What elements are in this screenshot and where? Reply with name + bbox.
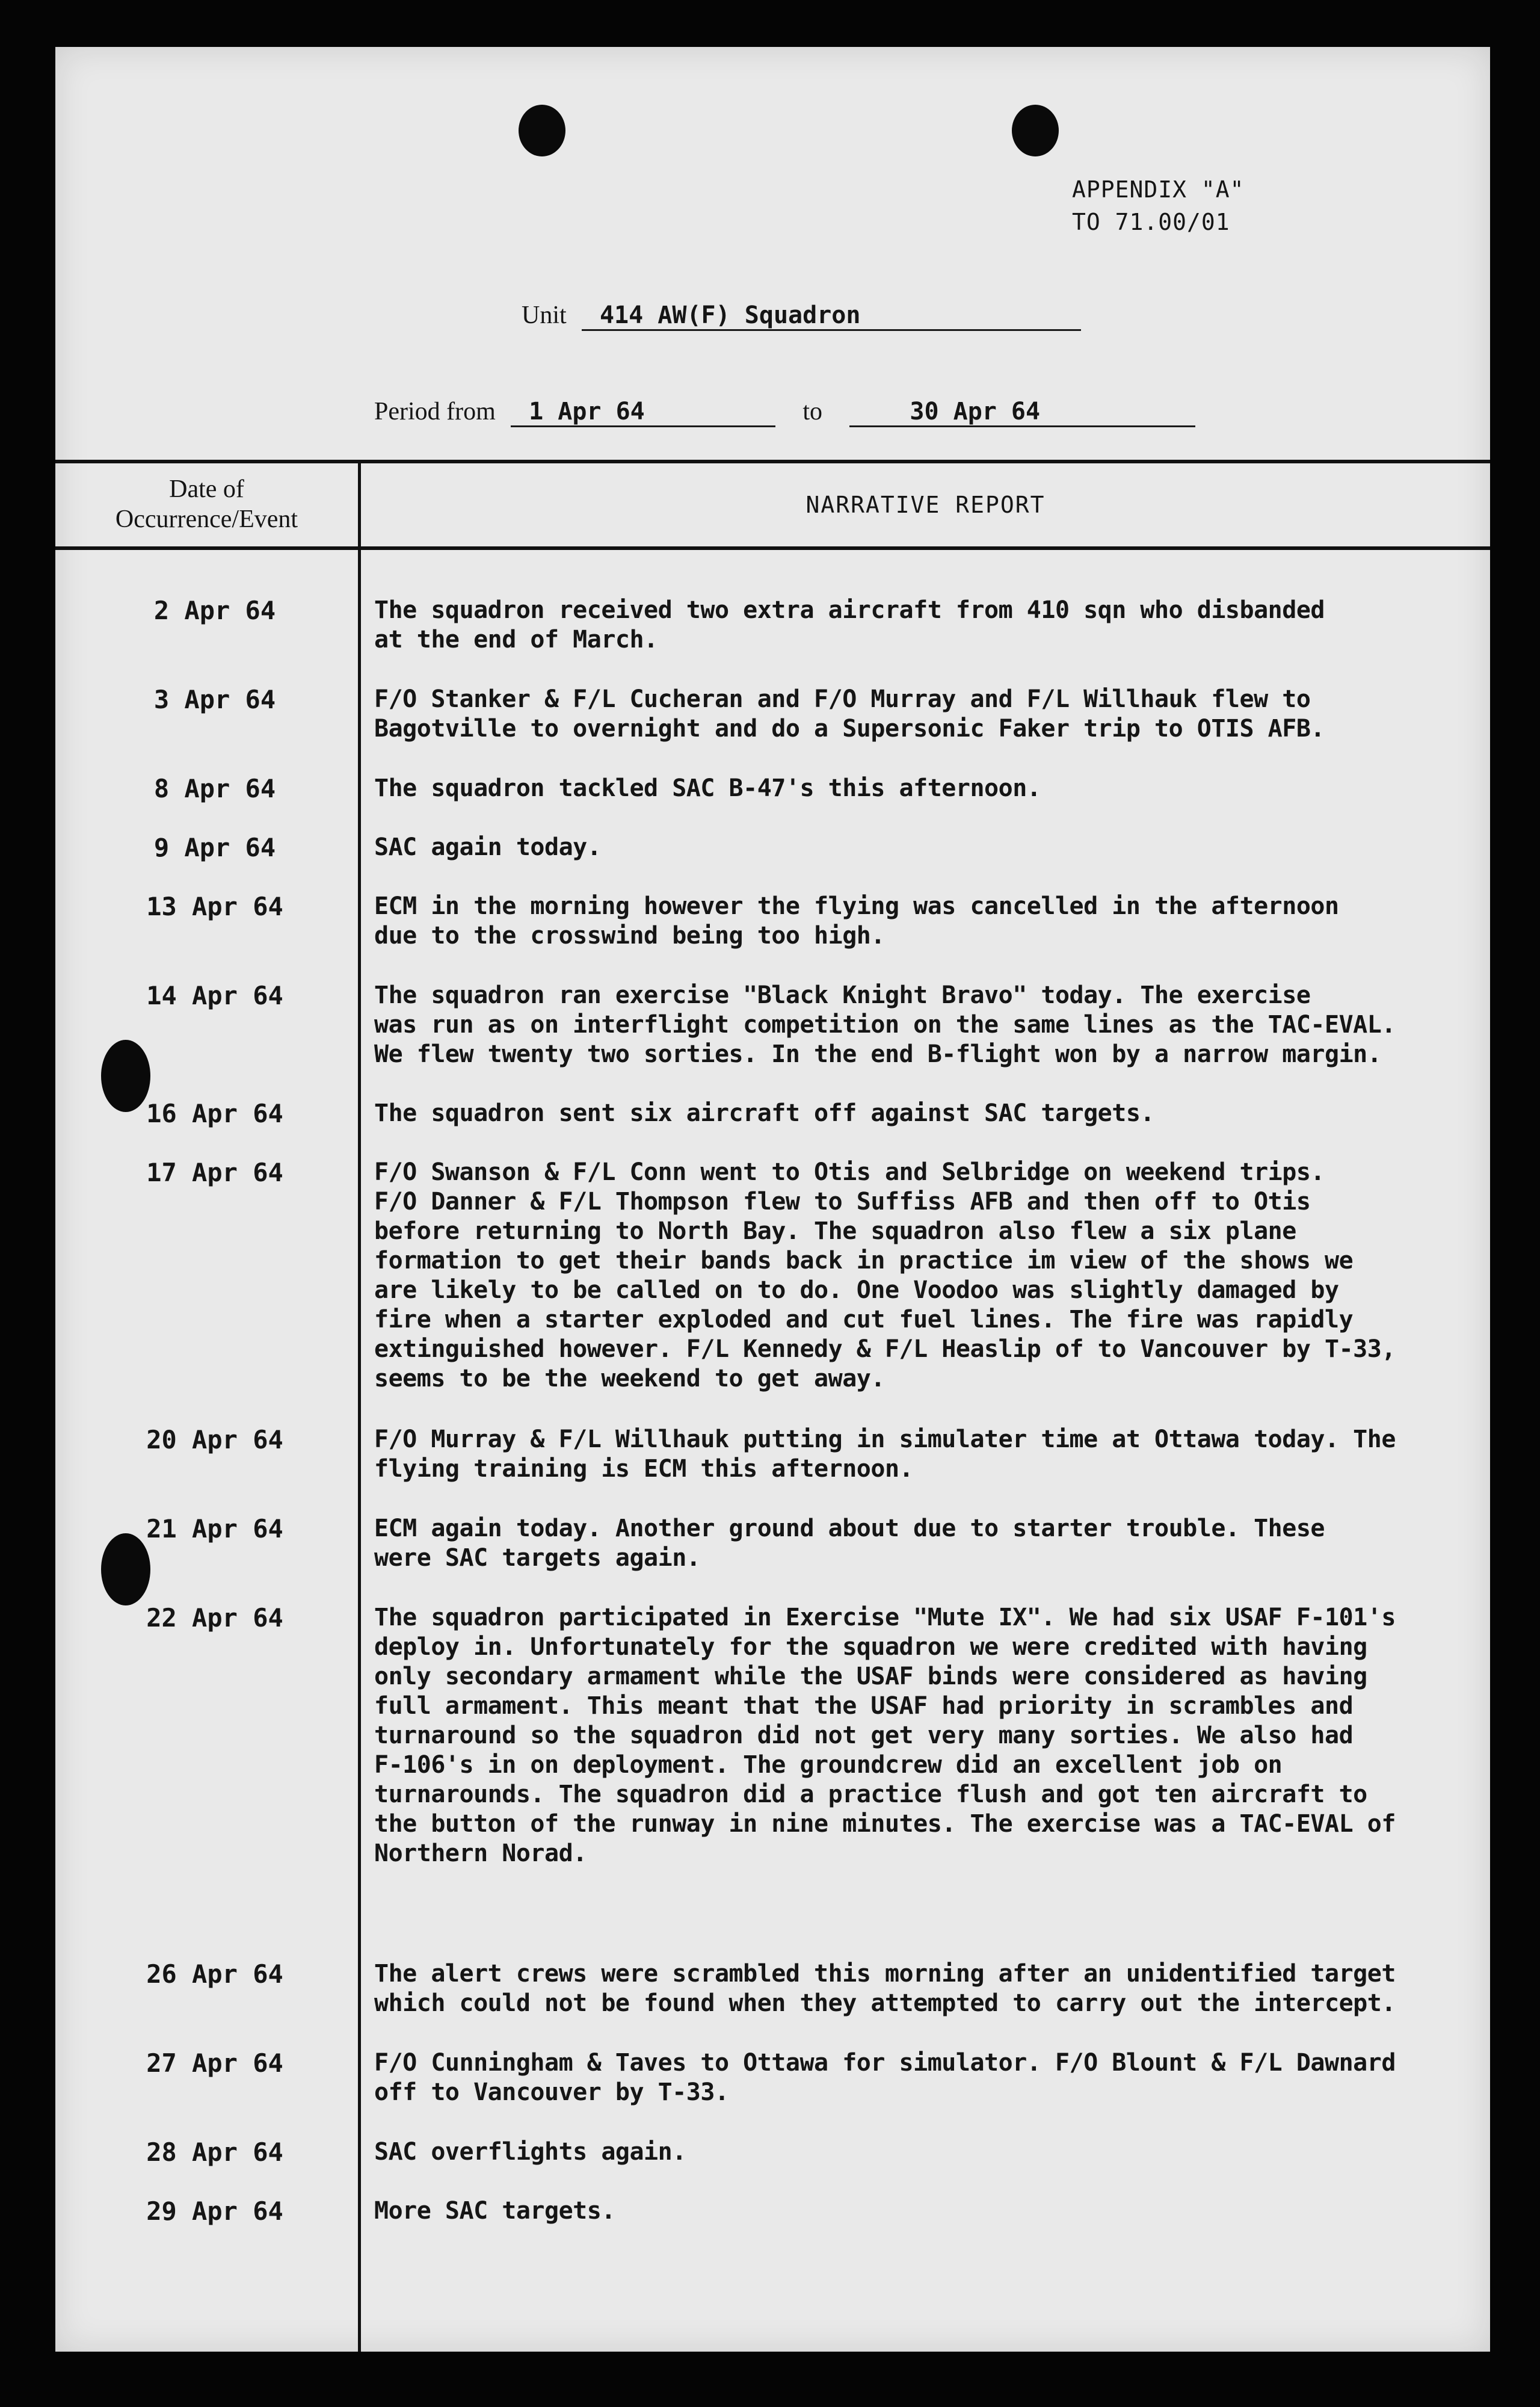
entry-date: 22 Apr 64 (146, 1603, 283, 1633)
entry-line: only secondary armament while the USAF binds were considered as having (374, 1663, 1367, 1690)
entry-line: F-106's in on deployment. The groundcrew did an excellent job on (374, 1751, 1283, 1779)
entry-text (374, 892, 1475, 951)
entry-text (374, 1514, 1475, 1573)
entry-line: the button of the runway in nine minutes. The exercise was a TAC-EVAL of (374, 1810, 1396, 1838)
appendix-reference (1072, 173, 1245, 238)
entry-date: 14 Apr 64 (146, 981, 283, 1010)
entry-text (374, 2137, 1475, 2167)
punch-hole-left (519, 105, 565, 156)
entry-line: was run as on interflight competition on the same lines as the TAC-EVAL. (374, 1011, 1396, 1039)
entry-line: turnarounds. The squadron did a practice flush and got ten aircraft to (374, 1781, 1367, 1808)
entry-line: The squadron sent six aircraft off against SAC targets. (374, 1099, 1155, 1127)
entry-line: Bagotville to overnight and do a Supersonic Faker trip to OTIS AFB. (374, 715, 1325, 743)
entry-line: deploy in. Unfortunately for the squadron we were credited with having (374, 1633, 1367, 1661)
entry-line: SAC again today. (374, 833, 602, 861)
entry-line: F/O Danner & F/L Thompson flew to Suffiss AFB and then off to Otis (374, 1188, 1311, 1216)
entry-line: ECM again today. Another ground about due to starter trouble. These (374, 1515, 1325, 1542)
entry-line: More SAC targets. (374, 2197, 615, 2225)
entry-date: 3 Apr 64 (153, 685, 276, 714)
entry-line: extinguished however. F/L Kennedy & F/L Heaslip of to Vancouver by T-33, (374, 1335, 1396, 1363)
column-divider (358, 462, 361, 2352)
entry-date: 17 Apr 64 (146, 1158, 283, 1187)
table-top-rule (55, 460, 1490, 463)
entry-date: 16 Apr 64 (146, 1099, 283, 1128)
table-header-rule (55, 546, 1490, 550)
entry-line: off to Vancouver by T-33. (374, 2078, 729, 2106)
date-header-line-1: Date of (169, 475, 244, 503)
date-header-line-2: Occurrence/Event (115, 505, 298, 533)
entry-line: The squadron participated in Exercise "Mute IX". We had six USAF F-101's (374, 1604, 1396, 1631)
period-to-label: to (802, 398, 823, 425)
appendix-line-1: APPENDIX "A" (1072, 176, 1245, 203)
entry-line: seems to be the weekend to get away. (374, 1365, 885, 1392)
entry-text (374, 1099, 1475, 1128)
entry-line: F/O Stanker & F/L Cucheran and F/O Murray and F/L Willhauk flew to (374, 685, 1311, 713)
entry-text (374, 685, 1475, 744)
unit-value: 414 AW(F) Squadron (582, 301, 1081, 331)
entry-line: The squadron received two extra aircraft from 410 sqn who disbanded (374, 596, 1325, 624)
unit-line (522, 300, 1081, 331)
entry-line: flying training is ECM this afternoon. (374, 1455, 914, 1483)
entry-date: 9 Apr 64 (153, 833, 276, 862)
entry-date: 26 Apr 64 (146, 1959, 283, 1989)
entry-line: formation to get their bands back in practice im view of the shows we (374, 1247, 1354, 1275)
entry-text (374, 2048, 1475, 2107)
period-line (374, 396, 1195, 427)
entry-line: before returning to North Bay. The squadron also flew a six plane (374, 1217, 1296, 1245)
document-page (55, 47, 1490, 2352)
entry-text (374, 774, 1475, 803)
entry-line: full armament. This meant that the USAF had priority in scrambles and (374, 1692, 1354, 1720)
entry-line: which could not be found when they attempted to carry out the intercept. (374, 1989, 1396, 2017)
entry-line: The alert crews were scrambled this morning after an unidentified target (374, 1960, 1396, 1988)
entry-date: 8 Apr 64 (153, 774, 276, 803)
entry-text (374, 1425, 1475, 1484)
entry-line: F/O Cunningham & Taves to Ottawa for simulator. F/O Blount & F/L Dawnard (374, 2049, 1396, 2077)
entry-line: SAC overflights again. (374, 2138, 686, 2166)
entry-line: F/O Swanson & F/L Conn went to Otis and Selbridge on weekend trips. (374, 1158, 1325, 1186)
entry-line: We flew twenty two sorties. In the end B-flight won by a narrow margin. (374, 1040, 1382, 1068)
period-to-value: 30 Apr 64 (849, 398, 1195, 427)
entry-line: turnaround so the squadron did not get very many sorties. We also had (374, 1722, 1354, 1749)
period-from-value: 1 Apr 64 (511, 398, 775, 427)
entry-text (374, 981, 1475, 1069)
entry-text (374, 833, 1475, 862)
entry-line: ECM in the morning however the flying was cancelled in the afternoon (374, 892, 1339, 920)
entry-line: F/O Murray & F/L Willhauk putting in simulater time at Ottawa today. The (374, 1426, 1396, 1453)
date-column-header (55, 474, 358, 534)
entry-text (374, 596, 1475, 655)
entry-text (374, 2196, 1475, 2226)
entry-line: fire when a starter exploded and cut fuel lines. The fire was rapidly (374, 1306, 1354, 1333)
entry-line: due to the crosswind being too high. (374, 922, 885, 950)
entry-date: 13 Apr 64 (146, 892, 283, 921)
entry-text (374, 1959, 1475, 2018)
entry-line: Northern Norad. (374, 1840, 587, 1867)
period-from-label: Period from (374, 398, 496, 425)
entry-line: The squadron tackled SAC B-47's this afternoon. (374, 774, 1041, 802)
report-header-text: NARRATIVE REPORT (805, 492, 1046, 518)
report-column-header (361, 490, 1490, 520)
entry-date: 27 Apr 64 (146, 2048, 283, 2078)
unit-label: Unit (522, 301, 567, 329)
entry-line: were SAC targets again. (374, 1544, 701, 1572)
entry-date: 2 Apr 64 (153, 596, 276, 625)
ink-blot-upper (101, 1040, 150, 1112)
entry-date: 29 Apr 64 (146, 2196, 283, 2226)
entry-date: 20 Apr 64 (146, 1425, 283, 1454)
entry-date: 21 Apr 64 (146, 1514, 283, 1543)
appendix-line-2: TO 71.00/01 (1072, 209, 1230, 235)
entry-line: are likely to be called on to do. One Voodoo was slightly damaged by (374, 1276, 1339, 1304)
entry-line: The squadron ran exercise "Black Knight Bravo" today. The exercise (374, 981, 1311, 1009)
entry-date: 28 Apr 64 (146, 2137, 283, 2167)
entry-line: at the end of March. (374, 626, 658, 654)
punch-hole-right (1012, 105, 1059, 156)
ink-blot-lower (101, 1533, 150, 1605)
entry-text (374, 1158, 1475, 1394)
entry-text (374, 1603, 1475, 1868)
